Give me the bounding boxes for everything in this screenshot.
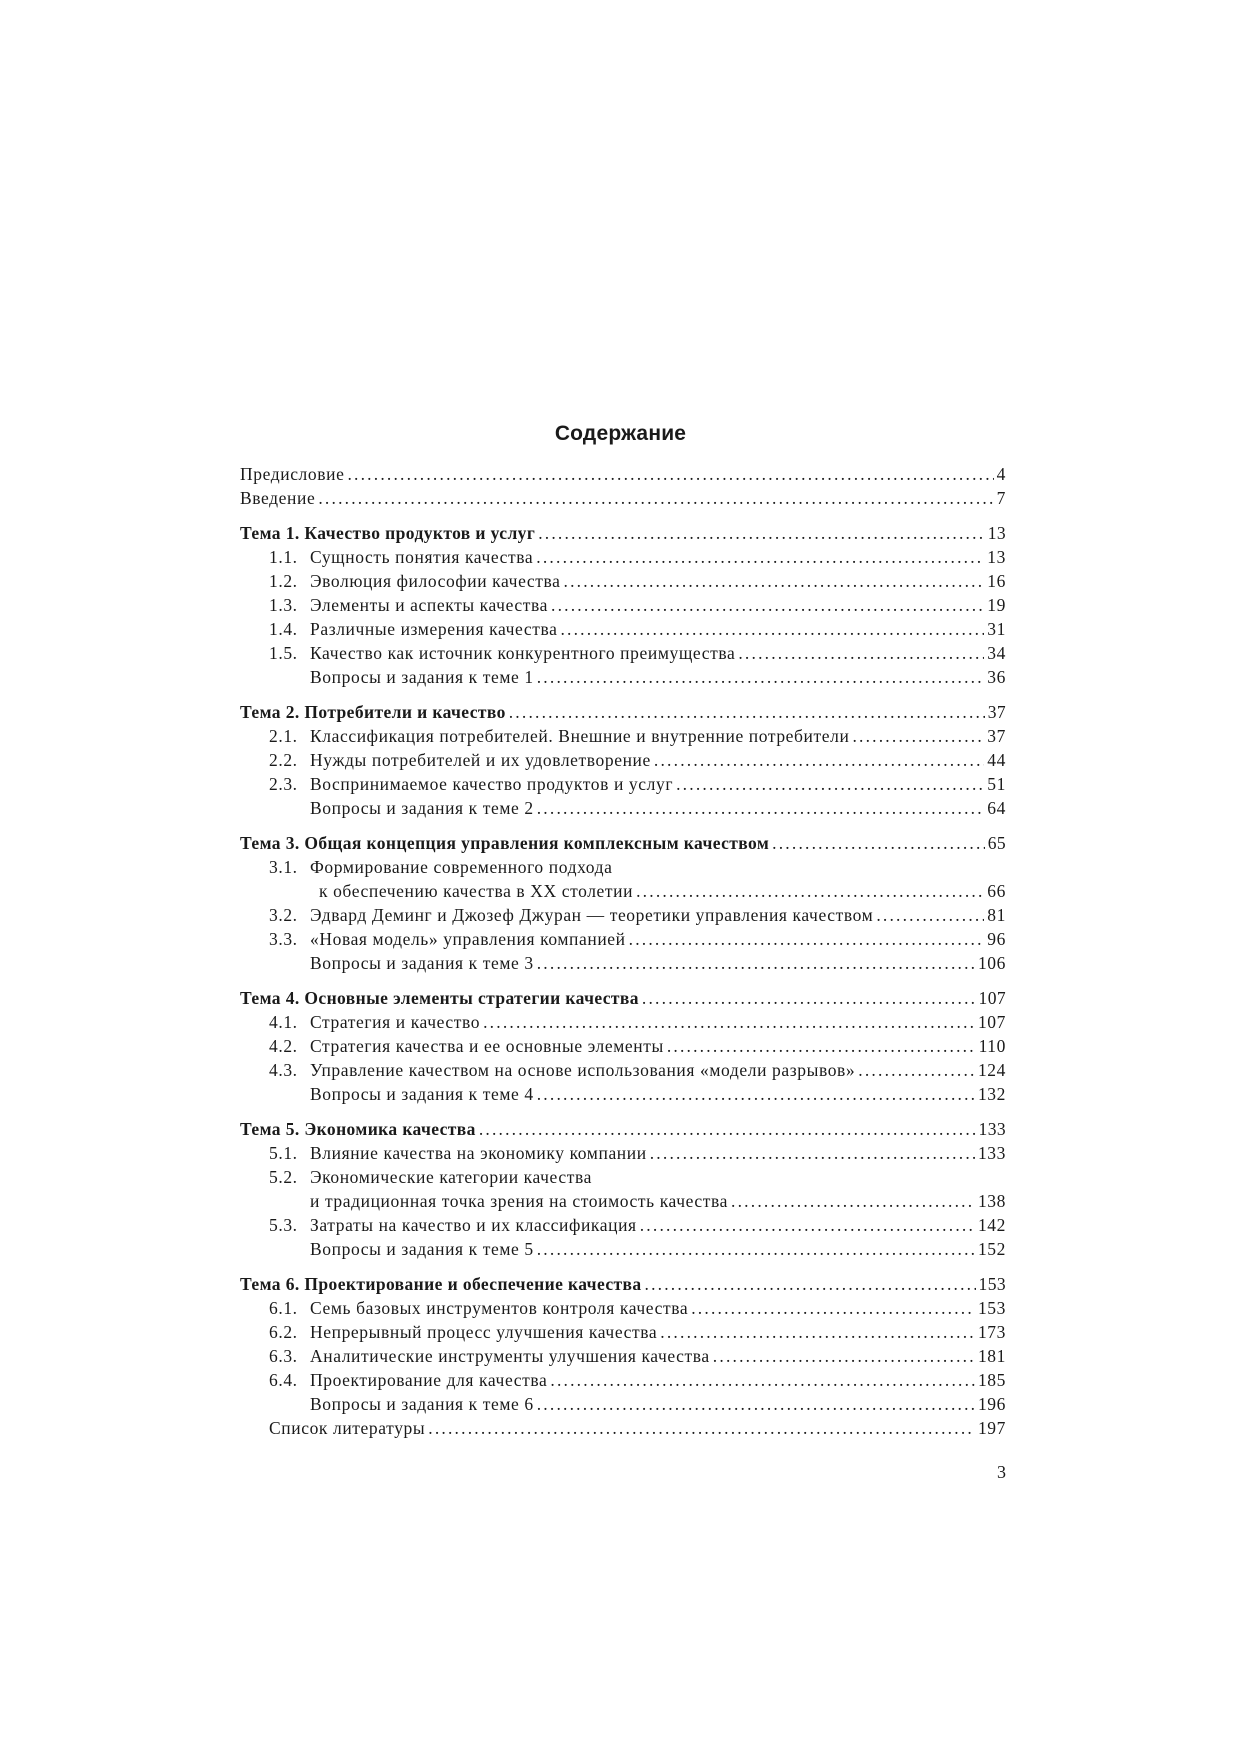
toc-entry-text: Тема 3. Общая концепция управления комплексным качеством [240,833,770,853]
toc-section-number: 3.1. [269,857,298,877]
toc-chapter-1[interactable] [240,521,1006,545]
toc-section[interactable] [240,1213,1006,1237]
toc-page-number: 31 [987,619,1006,639]
toc-entry-text: Аналитические инструменты улучшения качества [310,1346,710,1366]
leader-dots [347,462,993,486]
toc-page-number: 196 [977,1394,1006,1414]
toc-section-number: 5.2. [269,1167,298,1187]
page-number: 3 [997,1462,1006,1482]
toc-entry-text: Тема 2. Потребители и качество [240,702,506,722]
toc-page-number: 153 [978,1274,1006,1294]
toc-entry-text: Вопросы и задания к теме 5 [310,1239,534,1259]
toc-page-number: 138 [977,1191,1006,1211]
leader-dots [509,700,985,724]
toc-section[interactable] [240,569,1006,593]
leader-dots [645,1272,976,1296]
toc-entry-text: Вопросы и задания к теме 2 [310,798,534,818]
toc-page-number: 44 [987,750,1006,770]
toc-page-number: 133 [978,1119,1006,1139]
toc-entry-text: и традиционная точка зрения на стоимость качества [310,1191,729,1211]
leader-dots [676,772,984,796]
leader-dots [428,1416,975,1440]
leader-dots [772,831,985,855]
toc-page-number: 107 [978,988,1006,1008]
toc-section[interactable] [240,545,1006,569]
toc-bibliography[interactable] [240,1416,1006,1440]
toc-questions[interactable] [240,1237,1006,1261]
toc-section-number: 6.4. [269,1370,298,1390]
toc-section-number: 5.1. [269,1143,298,1163]
leader-dots [537,665,985,689]
toc-section-number: 3.2. [269,905,298,925]
toc-entry-text: Вопросы и задания к теме 3 [310,953,534,973]
toc-page-number: 37 [987,702,1006,722]
toc-page-number: 37 [987,726,1006,746]
toc-section-number: 5.3. [269,1215,298,1235]
leader-dots [560,617,984,641]
toc-section[interactable] [240,927,1006,951]
leader-dots [551,593,984,617]
toc-entry-text: Введение [240,488,316,508]
toc-section[interactable] [240,1165,1006,1189]
toc-page-number: 197 [977,1418,1006,1438]
leader-dots [537,796,985,820]
leader-dots [731,1189,975,1213]
leader-dots [636,879,984,903]
toc-questions[interactable] [240,665,1006,689]
leader-dots [479,1117,976,1141]
toc-entry-text: Проектирование для качества [310,1370,548,1390]
leader-dots [629,927,985,951]
leader-dots [667,1034,976,1058]
leader-dots [650,1141,975,1165]
leader-dots [483,1010,975,1034]
leader-dots [537,951,975,975]
toc-entry-text: Тема 6. Проектирование и обеспечение качества [240,1274,642,1294]
toc-page-number: 107 [977,1012,1006,1032]
page-title: Содержание [554,422,687,445]
toc-section[interactable] [240,641,1006,665]
toc-section-continuation[interactable] [240,879,1006,903]
toc-page-number: 132 [977,1084,1006,1104]
leader-dots [640,1213,975,1237]
toc-page-number: 81 [987,905,1006,925]
toc-section[interactable] [240,724,1006,748]
toc-section-number: 6.2. [269,1322,298,1342]
toc-section[interactable] [240,1034,1006,1058]
toc-section-number: 1.5. [269,643,298,663]
toc-entry-text: Тема 1. Качество продуктов и услуг [240,523,536,543]
leader-dots [538,521,985,545]
toc-entry-introduction[interactable] [240,486,1006,510]
leader-dots [876,903,984,927]
table-of-contents [240,462,1006,1440]
toc-section-number: 1.3. [269,595,298,615]
toc-page-number: 64 [987,798,1006,818]
toc-page-number: 16 [987,571,1006,591]
toc-section-number: 2.1. [269,726,298,746]
toc-entry-text: Формирование современного подхода [310,857,613,877]
leader-dots [654,748,984,772]
leader-dots [550,1368,975,1392]
toc-section-number: 6.1. [269,1298,298,1318]
toc-page-number: 181 [977,1346,1006,1366]
toc-section-number: 4.1. [269,1012,298,1032]
toc-page-number: 124 [977,1060,1006,1080]
toc-page-number: 13 [987,547,1006,567]
toc-page-number: 65 [987,833,1006,853]
toc-section-number: 1.4. [269,619,298,639]
toc-entry-text: к обеспечению качества в XX столетии [319,881,634,901]
toc-entry-text: Тема 5. Экономика качества [240,1119,476,1139]
leader-dots [318,486,993,510]
toc-entry-text: Экономические категории качества [310,1167,592,1187]
toc-chapter-3[interactable] [240,831,1006,855]
toc-section[interactable] [240,1141,1006,1165]
toc-chapter-5[interactable] [240,1117,1006,1141]
toc-section[interactable] [240,903,1006,927]
toc-page-number: 153 [977,1298,1006,1318]
leader-dots [691,1296,975,1320]
toc-section-number: 3.3. [269,929,298,949]
toc-section[interactable] [240,593,1006,617]
toc-page-number: 13 [987,523,1006,543]
toc-section[interactable] [240,748,1006,772]
toc-page-number: 96 [987,929,1006,949]
toc-entry-text: Семь базовых инструментов контроля качества [310,1298,689,1318]
toc-entry-text: Затраты на качество и их классификация [310,1215,637,1235]
leader-dots [738,641,984,665]
leader-dots [537,1082,975,1106]
toc-section[interactable] [240,855,1006,879]
leader-dots [564,569,985,593]
toc-chapter-6[interactable] [240,1272,1006,1296]
toc-section-number: 6.3. [269,1346,298,1366]
toc-section[interactable] [240,617,1006,641]
toc-entry-text: Эдвард Деминг и Джозеф Джуран — теоретики управления качеством [310,905,874,925]
toc-section-number: 1.2. [269,571,298,591]
toc-entry-text: Нужды потребителей и их удовлетворение [310,750,651,770]
toc-section[interactable] [240,1010,1006,1034]
toc-entry-preface[interactable] [240,462,1006,486]
leader-dots [858,1058,975,1082]
toc-page-number: 66 [987,881,1006,901]
toc-entry-text: Предисловие [240,464,345,484]
leader-dots [852,724,984,748]
toc-entry-text: Стратегия и качество [310,1012,481,1032]
toc-page-number: 152 [977,1239,1006,1259]
toc-entry-text: Различные измерения качества [310,619,558,639]
toc-section-number: 1.1. [269,547,298,567]
toc-page-number: 19 [987,595,1006,615]
leader-dots [642,986,976,1010]
toc-entry-text: «Новая модель» управления компанией [310,929,626,949]
toc-entry-text: Вопросы и задания к теме 4 [310,1084,534,1104]
toc-section-number: 2.3. [269,774,298,794]
toc-page-number: 4 [996,464,1006,484]
toc-page-number: 173 [977,1322,1006,1342]
toc-section-continuation[interactable] [240,1189,1006,1213]
toc-section-number: 4.3. [269,1060,298,1080]
toc-entry-text: Воспринимаемое качество продуктов и услуг [310,774,674,794]
toc-page-number: 7 [996,488,1006,508]
toc-questions[interactable] [240,796,1006,820]
toc-page-number: 51 [987,774,1006,794]
toc-questions[interactable] [240,1392,1006,1416]
toc-entry-text: Классификация потребителей. Внешние и внутренние потребители [310,726,850,746]
toc-section[interactable] [240,1320,1006,1344]
toc-chapter-4[interactable] [240,986,1006,1010]
toc-page-number: 34 [987,643,1006,663]
leader-dots [660,1320,975,1344]
toc-section[interactable] [240,772,1006,796]
toc-entry-text: Вопросы и задания к теме 6 [310,1394,534,1414]
toc-page-number: 110 [978,1036,1006,1056]
toc-entry-text: Стратегия качества и ее основные элементы [310,1036,664,1056]
leader-dots [536,545,984,569]
toc-section-number: 4.2. [269,1036,298,1056]
toc-section-number: 2.2. [269,750,298,770]
toc-section[interactable] [240,1296,1006,1320]
toc-page-number: 36 [987,667,1006,687]
toc-entry-text: Список литературы [269,1418,426,1438]
toc-entry-text: Элементы и аспекты качества [310,595,548,615]
toc-entry-text: Влияние качества на экономику компании [310,1143,647,1163]
toc-section[interactable] [240,1368,1006,1392]
toc-entry-text: Качество как источник конкурентного преимущества [310,643,736,663]
toc-entry-text: Сущность понятия качества [310,547,534,567]
toc-entry-text: Вопросы и задания к теме 1 [310,667,534,687]
leader-dots [537,1237,975,1261]
leader-dots [537,1392,975,1416]
toc-questions[interactable] [240,951,1006,975]
toc-section[interactable] [240,1344,1006,1368]
toc-section[interactable] [240,1058,1006,1082]
toc-entry-text: Управление качеством на основе использования «модели разрывов» [310,1060,856,1080]
toc-page-number: 142 [977,1215,1006,1235]
toc-entry-text: Непрерывный процесс улучшения качества [310,1322,658,1342]
toc-questions[interactable] [240,1082,1006,1106]
toc-chapter-2[interactable] [240,700,1006,724]
toc-page-number: 106 [977,953,1006,973]
toc-entry-text: Тема 4. Основные элементы стратегии качества [240,988,639,1008]
leader-dots [713,1344,975,1368]
toc-page-number: 133 [977,1143,1006,1163]
toc-page-number: 185 [977,1370,1006,1390]
toc-entry-text: Эволюция философии качества [310,571,561,591]
